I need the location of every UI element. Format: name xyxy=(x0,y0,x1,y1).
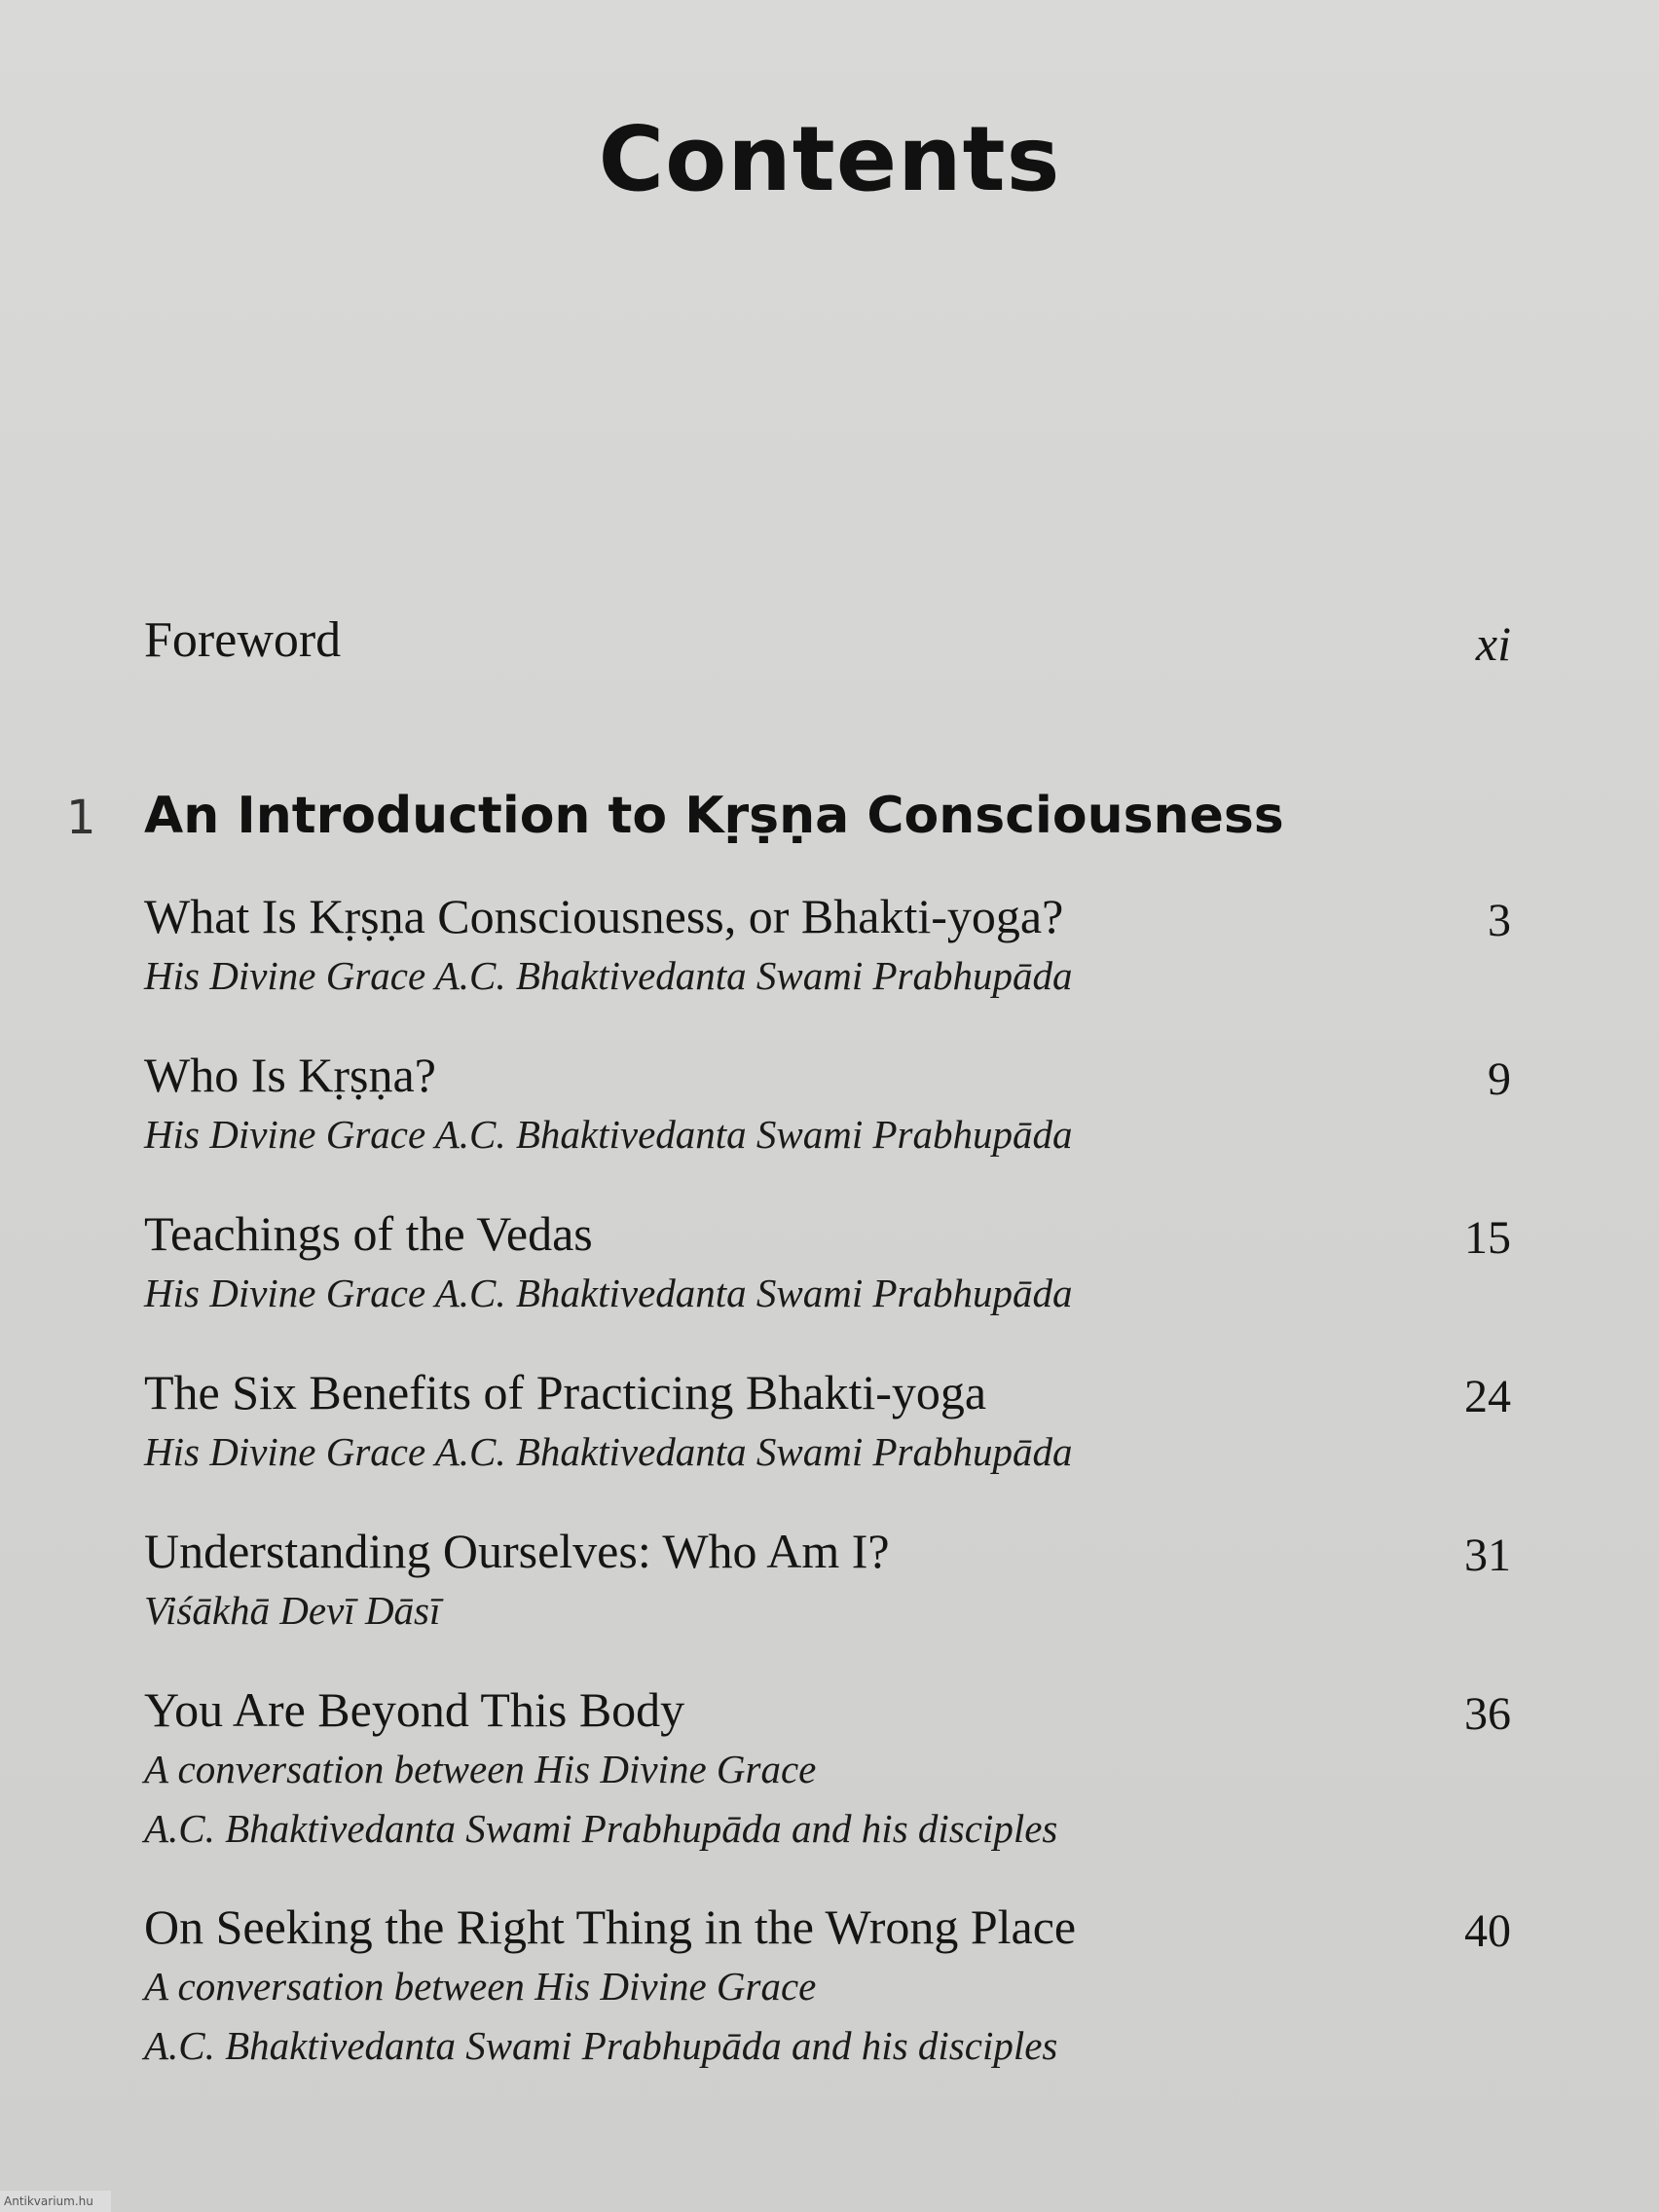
entry-title: What Is Kṛṣṇa Consciousness, or Bhakti-yoga? xyxy=(144,889,1064,943)
chapter-heading xyxy=(66,787,1429,855)
toc-entry[interactable] xyxy=(144,1364,1511,1481)
toc-entry[interactable] xyxy=(144,1523,1511,1640)
entry-author: His Divine Grace A.C. Bhaktivedanta Swami Prabhupāda xyxy=(144,1429,1073,1474)
chapter-number: 1 xyxy=(66,791,96,845)
entry-author: A.C. Bhaktivedanta Swami Prabhupāda and his disciples xyxy=(144,1806,1058,1851)
page-title: Contents xyxy=(598,107,1061,211)
chapter-title: An Introduction to Kṛṣṇa Consciousness xyxy=(144,787,1284,845)
entry-author: His Divine Grace A.C. Bhaktivedanta Swami Prabhupāda xyxy=(144,953,1073,998)
toc-entry[interactable] xyxy=(144,1205,1511,1322)
entry-author: A conversation between His Divine Grace xyxy=(144,1747,817,1791)
toc-foreword[interactable] xyxy=(144,611,1511,674)
entry-author: Viśākhā Devī Dāsī xyxy=(144,1588,441,1633)
foreword-title: Foreword xyxy=(144,612,342,668)
entry-title: You Are Beyond This Body xyxy=(144,1682,685,1737)
entry-title: On Seeking the Right Thing in the Wrong Place xyxy=(144,1899,1077,1954)
entry-page-number: 24 xyxy=(1464,1371,1511,1422)
entry-author: His Divine Grace A.C. Bhaktivedanta Swami Prabhupāda xyxy=(144,1271,1073,1315)
entry-page-number: 9 xyxy=(1488,1053,1511,1105)
entry-title: Who Is Kṛṣṇa? xyxy=(144,1048,436,1102)
entry-author: A conversation between His Divine Grace xyxy=(144,1964,817,2009)
entry-page-number: 36 xyxy=(1464,1688,1511,1740)
toc-entry[interactable] xyxy=(144,1899,1511,2074)
entry-title: Teachings of the Vedas xyxy=(144,1206,593,1261)
entry-page-number: 31 xyxy=(1464,1530,1511,1581)
entry-author: His Divine Grace A.C. Bhaktivedanta Swami Prabhupāda xyxy=(144,1112,1073,1157)
toc-entry[interactable] xyxy=(144,1047,1511,1163)
entry-title: The Six Benefits of Practicing Bhakti-yoga xyxy=(144,1365,987,1419)
entry-title: Understanding Ourselves: Who Am I? xyxy=(144,1524,890,1578)
foreword-page-number: xi xyxy=(1475,616,1511,671)
toc-entry[interactable] xyxy=(144,1681,1511,1857)
entry-page-number: 40 xyxy=(1464,1905,1511,1957)
watermark: Antikvarium.hu xyxy=(0,2191,111,2212)
entry-author: A.C. Bhaktivedanta Swami Prabhupāda and his disciples xyxy=(144,2023,1058,2068)
entry-page-number: 15 xyxy=(1464,1212,1511,1264)
toc-entry[interactable] xyxy=(144,888,1511,1005)
entry-page-number: 3 xyxy=(1488,895,1511,946)
